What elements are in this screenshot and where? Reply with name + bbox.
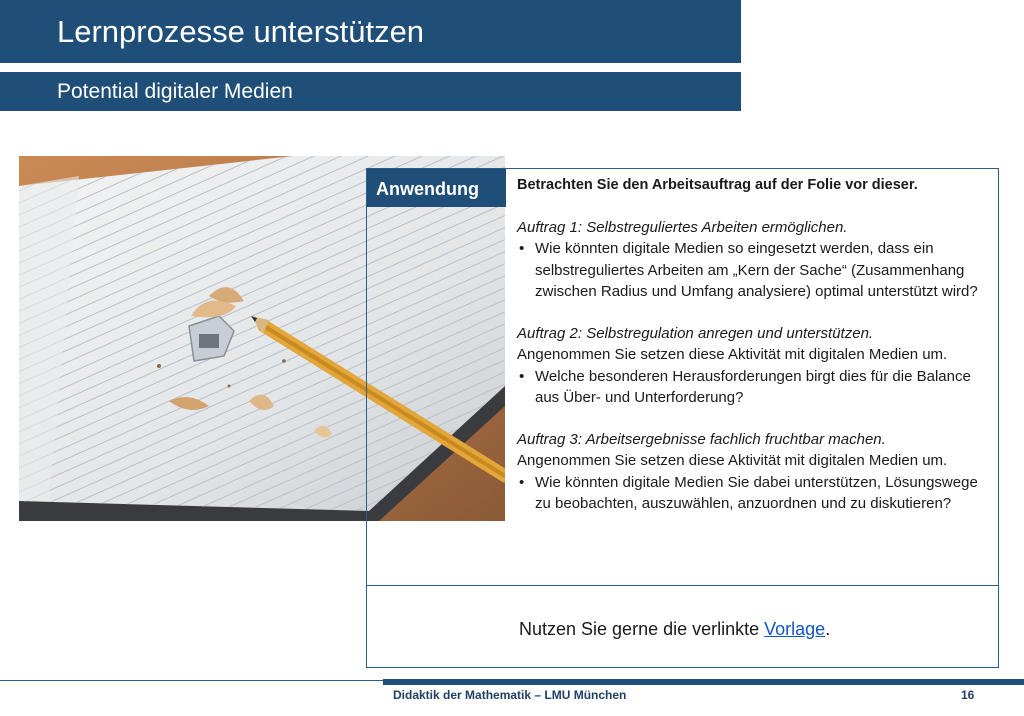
task1-title: Auftrag 1: Selbstreguliertes Arbeiten ermöglichen. <box>517 219 848 237</box>
bullet-icon: • <box>519 367 525 385</box>
task2-title: Auftrag 2: Selbstregulation anregen und unterstützen. <box>517 325 874 343</box>
task3-bullet <box>517 472 995 514</box>
task3-title: Auftrag 3: Arbeitsergebnisse fachlich fruchtbar machen. <box>517 431 886 449</box>
task3-bullet-text: Wie könnten digitale Medien Sie dabei unterstützen, Lösungswege zu beobachten, auszuwählen, anzuordnen und zu diskutieren? <box>535 473 978 512</box>
footer-institution: Didaktik der Mathematik – LMU München <box>393 688 627 702</box>
panel-divider <box>366 585 999 586</box>
panel-tag-label: Anwendung <box>376 179 479 199</box>
task1-bullet-text: Wie könnten digitale Medien so eingesetzt werden, dass ein selbstreguliertes Arbeiten am „Kern der Sache“ (Zusammenhang zwischen Radius und Umfang analysiere) optimal unterstützt wird? <box>535 240 978 300</box>
page-subtitle: Potential digitaler Medien <box>57 80 293 103</box>
template-note <box>519 617 830 641</box>
task2-bullet-text: Welche besonderen Herausforderungen birgt dies für die Balance aus Über- und Unterforderung? <box>535 367 971 406</box>
task1-bullet <box>517 238 995 302</box>
bullet-icon: • <box>519 473 525 491</box>
lead-text: Betrachten Sie den Arbeitsauftrag auf der Folie vor dieser. <box>517 177 918 193</box>
footer-bar <box>383 679 1024 685</box>
task-content <box>517 175 995 514</box>
page-title: Lernprozesse unterstützen <box>57 14 425 49</box>
task2-text: Angenommen Sie setzen diese Aktivität mit digitalen Medien um. <box>517 346 948 364</box>
task2-bullet <box>517 366 995 408</box>
bullet-icon: • <box>519 240 525 258</box>
template-note-prefix: Nutzen Sie gerne die verlinkte <box>519 619 765 639</box>
task3-text: Angenommen Sie setzen diese Aktivität mit digitalen Medien um. <box>517 452 948 470</box>
template-link[interactable]: Vorlage <box>764 619 826 639</box>
template-note-suffix: . <box>825 619 831 639</box>
page-number: 16 <box>961 688 975 702</box>
